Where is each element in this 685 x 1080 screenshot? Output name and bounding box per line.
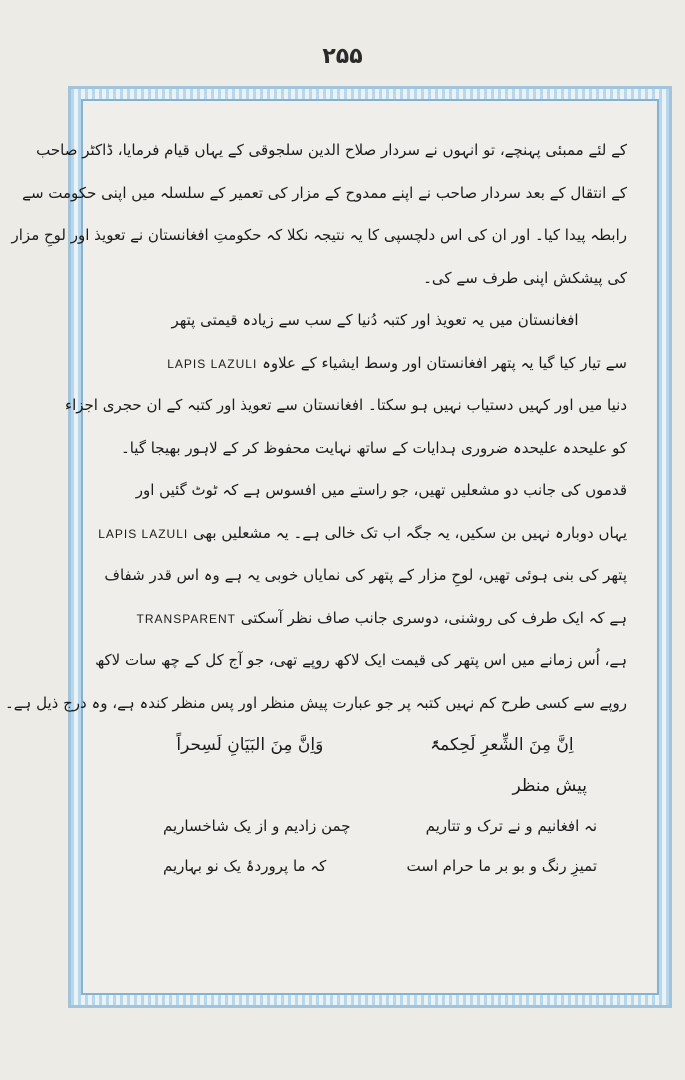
line-text: دنیا میں اور کہیں دستیاب نہیں ہو سکتا۔ افغانستان سے تعویذ اور کتبہ کے ان حجری اجزاء	[65, 396, 627, 414]
line-text: ہے کہ ایک طرف کی روشنی، دوسری جانب صاف نظر آسکتی	[240, 608, 627, 627]
text-line: کے انتقال کے بعد سردار صاحب نے اپنے ممدوح کے مزار کی تعمیر کے سلسلہ میں اپنی حکومت سے	[22, 183, 627, 202]
hemistich: چمن زادیم و از یک شاخساریم	[163, 817, 351, 835]
text-line	[65, 384, 627, 427]
latin-term: LAPIS LAZULI	[98, 526, 189, 541]
text-line	[95, 639, 627, 682]
persian-couplet	[123, 846, 627, 886]
hemistich: نہ افغانیم و نے ترک و تتاریم	[425, 817, 597, 835]
latin-term: LAPIS LAZULI	[167, 356, 258, 371]
text-line: رابطہ پیدا کیا۔ اور ان کی اس دلچسپی کا یہ نتیجہ نکلا کہ حکومتِ افغانستان نے تعویذ اور لوحِ مزار	[11, 226, 627, 244]
line-text: ہے، اُس زمانے میں اس پتھر کی قیمت ایک لاکھ روپے تھی، جو آج کل کے چھ سات لاکھ	[95, 651, 627, 669]
text-line	[104, 554, 627, 597]
hemistich: کہ ما پروردۂ یک نو بہاریم	[163, 857, 327, 875]
text-line	[120, 427, 627, 470]
latin-term: TRANSPARENT	[136, 611, 236, 626]
line-text: یہاں دوبارہ نہیں بن سکیں، یہ جگہ اب تک خالی ہے۔ یہ مشعلیں بھی	[193, 523, 627, 542]
text-line: کی پیشکش اپنی طرف سے کی۔	[423, 268, 627, 287]
text-line: کے لئے ممبئی پہنچے، تو انہوں نے سردار صلاح الدین سلجوقی کے یہاں قیام فرمایا، ڈاکٹر صاحب	[36, 141, 627, 159]
decorative-border-frame	[4, 86, 672, 1008]
verse-part: وَاِنَّ مِنَ البَیَانِ لَسِحراً	[176, 735, 324, 755]
text-line	[123, 469, 627, 512]
line-text: پتھر کی بنی ہوئی تھیں، لوحِ مزار کے پتھر کی نمایاں خوبی یہ ہے وہ اس قدر شفاف	[104, 566, 627, 584]
page-content-area	[4, 99, 659, 995]
text-line	[123, 597, 627, 640]
verse-part: اِنَّ مِنَ الشِّعرِ لَحِکمۃً	[430, 735, 574, 755]
line-text: کو علیحدہ علیحدہ ضروری ہدایات کے ساتھ نہایت محفوظ کر کے لاہور بھیجا گیا۔	[120, 438, 627, 457]
line-text: روپے سے کسی طرح کم نہیں کتبہ پر جو عبارت پیش منظر اور پس منظر کندہ ہے، وہ درج ذیل ہے۔	[4, 693, 627, 712]
page-number: ۲۵۵	[322, 44, 363, 69]
persian-couplet	[123, 806, 627, 846]
body-text	[4, 129, 627, 886]
centered-line: افغانستان میں یہ تعویذ اور کتبہ دُنیا کے سب سے زیادہ قیمتی پتھر	[171, 311, 579, 329]
section-heading: پیش منظر	[512, 776, 587, 796]
text-line	[123, 342, 627, 385]
text-line	[4, 682, 627, 725]
line-text: قدموں کی جانب دو مشعلیں تھیں، جو راستے میں افسوس ہے کہ ٹوٹ گئیں اور	[135, 481, 627, 499]
hemistich: تمیزِ رنگ و بو بر ما حرام است	[406, 857, 597, 875]
arabic-verse	[123, 724, 627, 766]
line-text: سے تیار کیا گیا یہ پتھر افغانستان اور وسط ایشیاء کے علاوہ	[262, 353, 627, 372]
text-line	[98, 512, 627, 555]
